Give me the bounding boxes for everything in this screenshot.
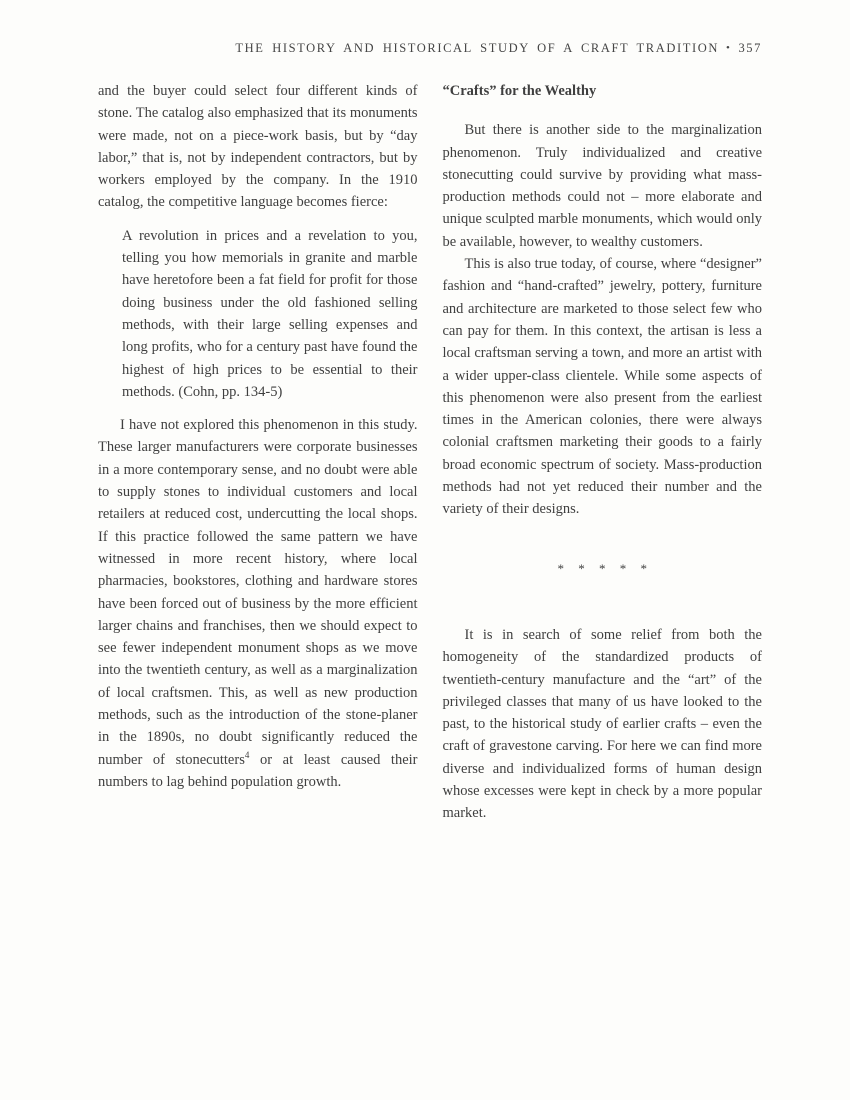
- paragraph-designer-crafts: This is also true today, of course, where “designer” fashion and “hand-crafted” jewelry, pottery, furniture and architecture are marketed to those select few who can pay for them. In this context, the artisan is less a local craftsman serving a town, and more an artist with a wider upper-class clientele. While some aspects of this phenomenon were also present from the earliest times in the American colonies, there were always colonial craftsmen marketing their goods to a fairly broad economic spectrum of society. Mass-production methods had not yet reduced their number and the variety of their designs.: [442, 256, 762, 518]
- paragraph-marginalization: But there is another side to the marginalization phenomenon. Truly individualized and creative stonecutting could survive by providing what mass-production methods could not – more elaborate and unique sculpted marble monuments, which would only be available, however, to wealthy customers.: [442, 122, 762, 250]
- header-bullet: •: [725, 42, 732, 54]
- paragraph-phenomenon: [98, 414, 418, 793]
- paragraph-phenomenon-continued: or at least caused their numbers to lag behind population growth.: [98, 751, 418, 790]
- left-column: [98, 80, 418, 825]
- two-column-text-block: [98, 80, 762, 825]
- page-header: [98, 41, 762, 56]
- paragraph-closing: It is in search of some relief from both the homogeneity of the standardized products of twentieth-century manufacture and the “art” of the privileged classes that many of us have looked to the past, to the historical study of earlier crafts – even the craft of gravestone carving. For here we can find more diverse and individualized forms of human design whose excesses were kept in check by a more popular market.: [442, 626, 762, 822]
- blockquote-catalog-quote: A revolution in prices and a revelation to you, telling you how memorials in granite and marble have heretofore been a fat field for profit for those doing business under the old fashioned selling methods, with their large selling expenses and long profits, who for a century past have found the highest of high prices to be essential to their methods. (Cohn, pp. 134-5): [122, 227, 418, 400]
- footnote-marker: 4: [244, 749, 250, 760]
- paragraph-catalog-intro: and the buyer could select four different kinds of stone. The catalog also emphasized that its monuments were made, not on a piece-work basis, but by “day labor,” that is, not by independent contractors, but by workers employed by the company. In the 1910 catalog, the competitive language becomes fierce:: [98, 83, 418, 211]
- section-heading-crafts-for-the-wealthy: “Crafts” for the Wealthy: [442, 83, 597, 99]
- paragraph-phenomenon-text: I have not explored this phenomenon in this study. These larger manufacturers were corporate businesses in a more contemporary sense, and no doubt were able to supply stones to individual customers and local retailers at reduced cost, undercutting the local shops. If this practice followed the same pattern we have witnessed in more recent history, where local pharmacies, bookstores, clothing and hardware stores have been forced out of business by the more efficient larger chains and franchises, then we should expect to see fewer independent monument shops as we move into the twentieth century, as well as a marginalization of local craftsmen. This, as well as new production methods, such as the introduction of the stone-planer in the 1890s, no doubt significantly reduced the number of stonecutters: [98, 417, 418, 768]
- page-number: 357: [738, 41, 762, 55]
- header-title: THE HISTORY AND HISTORICAL STUDY OF A CRAFT TRADITION: [235, 41, 719, 55]
- right-column: [443, 80, 763, 825]
- asterisk-separator: * * * * *: [557, 560, 647, 576]
